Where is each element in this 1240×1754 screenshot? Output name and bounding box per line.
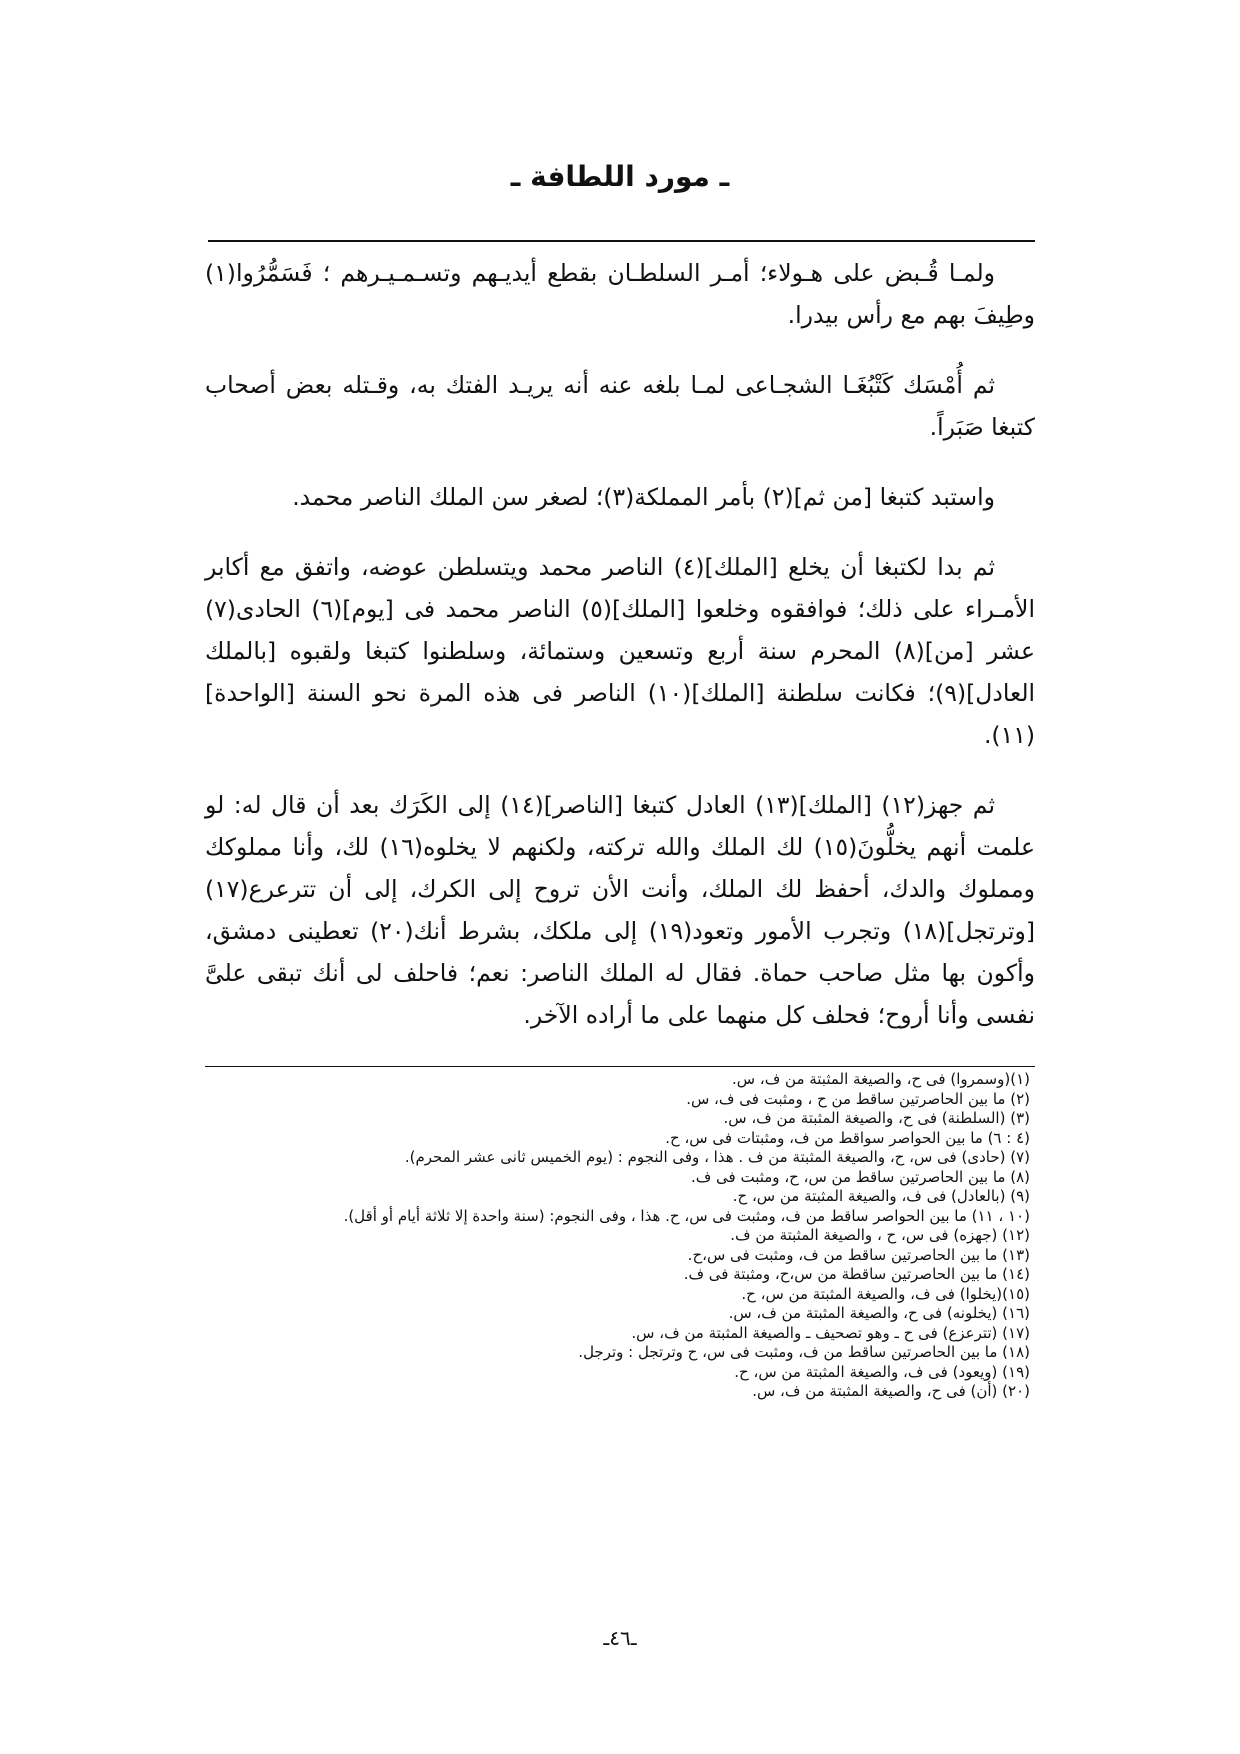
footnote: (١٥)(يخلوا) فى ف، والصيغة المثبتة من س، ح.: [741, 1284, 1030, 1303]
footnote: (١٨) ما بين الحاصرتين ساقط من ف، ومثبت فى س، ح وترتجل : وترجل.: [578, 1343, 1030, 1361]
running-header: ـ مورد اللطافة ـ: [510, 160, 730, 193]
footnote: (١٢) (جهزه) فى س، ح ، والصيغة المثبتة من ف.: [730, 1226, 1030, 1244]
footnote: (١٦) (يخلونه) فى ح، والصيغة المثبتة من ف، س.: [728, 1304, 1030, 1322]
footnote: (٩) (بالعادل) فى ف، والصيغة المثبتة من س، ح.: [732, 1187, 1030, 1205]
footnote: (١٣) ما بين الحاصرتين ساقط من ف، ومثبت فى س،ح.: [687, 1245, 1030, 1264]
footnote: (١٩) (ويعود) فى ف، والصيغة المثبتة من س، ح.: [734, 1362, 1030, 1381]
footnote: (٧) (حادى) فى س، ح، والصيغة المثبتة من ف . هذا ، وفى النجوم : (يوم الخميس ثانى عشر المحرم).: [404, 1148, 1030, 1166]
footnote: (١٠ ، ١١) ما بين الحواصر ساقط من ف، ومثبت فى س، ح. هذا ، وفى النجوم: (سنة واحدة إلا ثلاثة أيام أو أقل).: [343, 1206, 1030, 1225]
footnote-rule: [205, 1066, 1035, 1067]
footnotes: [200, 1070, 1038, 1402]
body-paragraph: ولمـا قُـبض على هـولاء؛ أمـر السلطـان بقطع أيديـهم وتسـمـيـرهم ؛ فَسَمُّرُوا(١) وطِيفَ بهم مع رأس بيدرا.: [205, 259, 1035, 329]
footnote: (٤ : ٦) ما بين الحواصر سواقط من ف، ومثبتات فى س، ح.: [665, 1128, 1030, 1147]
footnote: (٣) (السلطنة) فى ح، والصيغة المثبتة من ف، س.: [723, 1109, 1030, 1127]
header-rule: [208, 240, 1035, 242]
body-paragraph: واستبد كتبغا [من ثم](٢) بأمر المملكة(٣)؛ لصغر سن الملك الناصر محمد.: [292, 483, 995, 511]
footnote: (٢٠) (أن) فى ح، والصيغة المثبتة من ف، س.: [752, 1382, 1030, 1400]
main-text: [205, 252, 1035, 1064]
footnote: (٨) ما بين الحاصرتين ساقط من س، ح، ومثبت فى ف.: [690, 1167, 1030, 1186]
footnote: (٢) ما بين الحاصرتين ساقط من ح ، ومثبت فى ف، س.: [686, 1089, 1030, 1108]
footnote: (١٤) ما بين الحاصرتين ساقطة من س،ح، ومثبتة فى ف.: [683, 1265, 1030, 1283]
body-paragraph: ثم بدا لكتبغا أن يخلع [الملك](٤) الناصر محمد ويتسلطن عوضه، واتفق مع أكابر الأمـراء على ذلك؛ فوافقوه وخلعوا [الملك](٥) الناصر محمد فى [يوم](٦) الحادى(٧) عشر [من](٨) المحرم سنة أربع وتسعين وستمائة، وسلطنوا كتبغا ولقبوه [بالملك العادل](٩)؛ فكانت سلطنة [الملك](١٠) الناصر فى هذه المرة نحو السنة [الواحدة](١١).: [205, 553, 1036, 749]
footnote: (١٧) (تترعزع) فى ح ـ وهو تصحيف ـ والصيغة المثبتة من ف، س.: [631, 1323, 1030, 1342]
body-paragraph: ثم جهز(١٢) [الملك](١٣) العادل كتبغا [الناصر](١٤) إلى الكَرَك بعد أن قال له: لو علمت أنهم يخلُّونَ(١٥) لك الملك والله تركته، ولكنهم لا يخلوه(١٦) لك، وأنا مملوكك ومملوك والدك، أحفظ لك الملك، وأنت الأن تروح إلى الكرك، إلى أن تترعرع(١٧)[وترتجل](١٨) وتجرب الأمور وتعود(١٩) إلى ملكك، بشرط أنك(٢٠) تعطينى دمشق، وأكون بها مثل صاحب حماة. فقال له الملك الناصر: نعم؛ فاحلف لى أنك تبقى علىَّ نفسى وأنا أروح؛ فحلف كل منهما على ما أراده الآخر.: [205, 791, 1036, 1029]
footnote: (١)(وسمروا) فى ح، والصيغة المثبتة من ف، س.: [732, 1070, 1030, 1088]
page-number: ـ٤٦ـ: [603, 1626, 637, 1650]
body-paragraph: ثم أُمْسَك كَتْبُغَـا الشجـاعى لمـا بلغه عنه أنه يريـد الفتك به، وقـتله بعض أصحاب كتبغا صَبَراً.: [205, 371, 1035, 441]
